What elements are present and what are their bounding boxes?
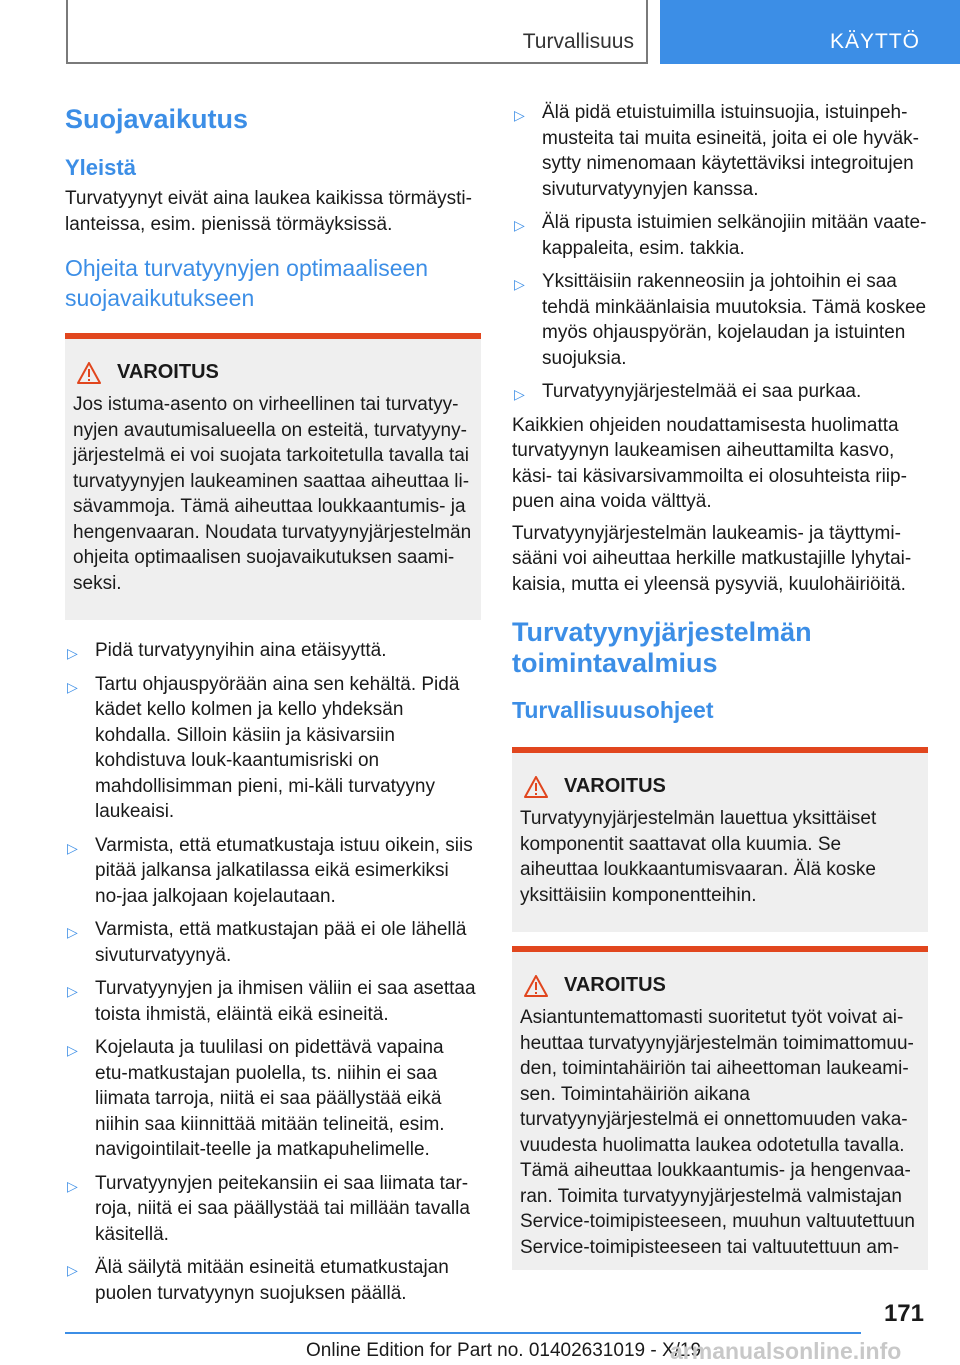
warning-title: VAROITUS [117, 361, 219, 383]
bullet-triangle-icon: ▷ [67, 983, 78, 999]
bullet-triangle-icon: ▷ [67, 678, 78, 695]
bullet-triangle-icon: ▷ [514, 107, 525, 123]
warning-title: VAROITUS [564, 974, 666, 996]
warning-box-position [65, 333, 481, 620]
bullet-triangle-icon: ▷ [67, 1177, 78, 1194]
footer-watermark: armanualsonline.info [670, 1338, 902, 1364]
list-item-text: Pidä turvatyynyihin aina etäisyyttä. [95, 640, 387, 661]
list-item-text: Yksittäisiin rakenneosiin ja johtoihin ei saa tehdä minkäänlaisia muutoksia. Tämä koskee myös ohjauspyörän, kojelaudan ja istuinten suojuksia. [542, 271, 927, 369]
list-item-text: Turvatyynyjärjestelmää ei saa purkaa. [542, 381, 862, 402]
warning-triangle-icon [524, 776, 548, 798]
right-column [512, 100, 928, 1270]
bullet-triangle-icon: ▷ [67, 924, 78, 940]
subsection-title-instructions: Ohjeita turvatyynyjen optimaaliseen suojavaikutukseen [65, 255, 429, 311]
list-item [512, 100, 928, 202]
list-item [512, 269, 928, 371]
bullet-triangle-icon: ▷ [514, 386, 525, 402]
section-title-readiness: Turvatyynyjärjestelmän toimintavalmius [512, 617, 812, 678]
warning-header [520, 974, 920, 997]
paragraph-hearing-notice: Turvatyynyjärjestelmän laukeamis- ja täyttymi-sääni voi aiheuttaa herkille matkustajille lyhytai-kaisia, mutta ei yleensä pysyviä, kuulohäiriöitä. [512, 522, 912, 595]
page-number: 171 [883, 1300, 924, 1327]
warning-box-improper-work [512, 946, 928, 1270]
warning-text: Turvatyynyjärjestelmän lauettua yksittäiset komponentit saattavat olla kuumia. Se aiheuttaa loukkaantumisvaaran. Älä koske yksittäisiin komponentteihin. [520, 808, 877, 906]
list-item [65, 833, 481, 910]
warning-text: Asiantuntemattomasti suoritetut työt voivat ai-heuttaa turvatyynyjärjestelmän toimimattomuu-den, toimintahäiriön tai aiheettoman laukeami-sen. Toimintahäiriön aikana turvatyynyjärjestelmä ei onnettomuuden vaka-vuudesta huolimatta laukea odotetulla tavalla. Tämä aiheuttaa loukkaantumis- ja hengenvaa-ran. Toimita turvatyynyjärjestelmä valmistajan Service-toimipisteeseen, muuhun valtuutettuun Service-toimipisteeseen tai valtuutettuun am- [520, 1007, 916, 1258]
bullet-triangle-icon: ▷ [514, 217, 525, 233]
bullet-triangle-icon: ▷ [67, 1262, 78, 1278]
warning-triangle-icon [77, 362, 101, 384]
warning-triangle-icon [524, 975, 548, 997]
list-item [65, 1255, 481, 1306]
warning-title: VAROITUS [564, 775, 666, 797]
warning-header [520, 775, 920, 798]
list-item [65, 976, 481, 1027]
list-item [65, 1171, 481, 1248]
list-item [65, 672, 481, 825]
bullet-triangle-icon: ▷ [514, 276, 525, 292]
list-item-text: Älä säilytä mitään esineitä etumatkustajan puolen turvatyynyn suojuksen päällä. [95, 1257, 449, 1304]
left-column [65, 100, 481, 1314]
instruction-list [65, 638, 481, 1306]
list-item-text: Älä pidä etuistuimilla istuinsuojia, istuinpeh-musteita tai muita esineitä, joita ei ole hyväk-sytty nimenomaan käytettäviksi integroitujen sivuturvatyynyjen kanssa. [542, 102, 920, 200]
bullet-triangle-icon: ▷ [67, 1042, 78, 1058]
list-item-text: Varmista, että etumatkustaja istuu oikein, siis pitää jalkansa jalkatilassa eikä esimerkiksi no-jaa jalkojaan kojelautaan. [95, 834, 473, 907]
bullet-triangle-icon: ▷ [67, 645, 78, 661]
list-item-text: Älä ripusta istuimien selkänojiin mitään vaate-kappaleita, esim. takkia. [542, 212, 927, 259]
header-chapter-label: KÄYTTÖ [830, 30, 921, 53]
list-item-text: Turvatyynyjen peitekansiin ei saa liimata tar-roja, niitä ei saa päällystää tai millään tavalla käsitellä. [95, 1172, 470, 1245]
list-item-text: Tartu ohjauspyörään aina sen kehältä. Pidä kädet kello kolmen ja kello yhdeksän kohdalla. Silloin käsiin ja käsivarsiin kohdistuva louk-kaantumisriski on mahdollisimman pieni, mi-käli turvatyyny laukeaisi. [95, 673, 460, 822]
list-item [65, 917, 481, 968]
bullet-triangle-icon: ▷ [67, 839, 78, 856]
list-item-text: Varmista, että matkustajan pää ei ole lähellä sivuturvatyynyä. [95, 919, 467, 966]
section-title-protection: Suojavaikutus [65, 104, 249, 134]
list-item [512, 379, 928, 405]
list-item [65, 638, 481, 664]
warning-text: Jos istuma-asento on virheellinen tai turvatyy-nyjen avautumisalueella on esteitä, turvatyyny-järjestelmä ei voi suojata tarkoitetulla tavalla tai turvatyynyjen laukeaminen saattaa aiheuttaa li-sävammoja. Tämä aiheuttaa loukkaantumis- ja hengenvaaran. Noudata turvatyynyjärjestelmän ohjeita optimaalisen suojavaikutuksen saami-seksi. [73, 394, 472, 594]
list-item [65, 1035, 481, 1163]
header-section-title: Turvallisuus [522, 30, 634, 53]
warning-header [73, 361, 473, 384]
list-item [512, 210, 928, 261]
list-item-text: Kojelauta ja tuulilasi on pidettävä vapaina etu-matkustajan puolella, ts. niihin ei saa liimata tarroja, niitä ei saa päällystää eikä niihin saa kiinnittää mitään telineitä, esim. navigointilait-teelle ja matkapuhelimelle. [95, 1037, 445, 1160]
subsection-title-general: Yleistä [65, 155, 136, 180]
list-item-text: Turvatyynyjen ja ihmisen väliin ei saa asettaa toista ihmistä, eläintä eikä esineitä. [95, 978, 476, 1025]
instruction-list-continued [512, 100, 928, 405]
warning-box-hot-components [512, 747, 928, 932]
footer-edition: Online Edition for Part no. 01402631019 - X/19 [306, 1340, 702, 1361]
footer-rule [65, 1332, 861, 1334]
subsection-title-safety: Turvallisuusohjeet [512, 697, 714, 723]
paragraph-injury-notice: Kaikkien ohjeiden noudattamisesta huolimatta turvatyynyn laukeamisen aiheuttamilta kasvo, käsi- tai käsivarsivammoilta ei olosuhteista riip-puen aina voida välttyä. [512, 414, 907, 512]
general-paragraph: Turvatyynyt eivät aina laukea kaikissa törmäysti-lanteissa, esim. pienissä törmäyksissä. [65, 188, 472, 235]
header-chapter-tab [660, 0, 960, 64]
